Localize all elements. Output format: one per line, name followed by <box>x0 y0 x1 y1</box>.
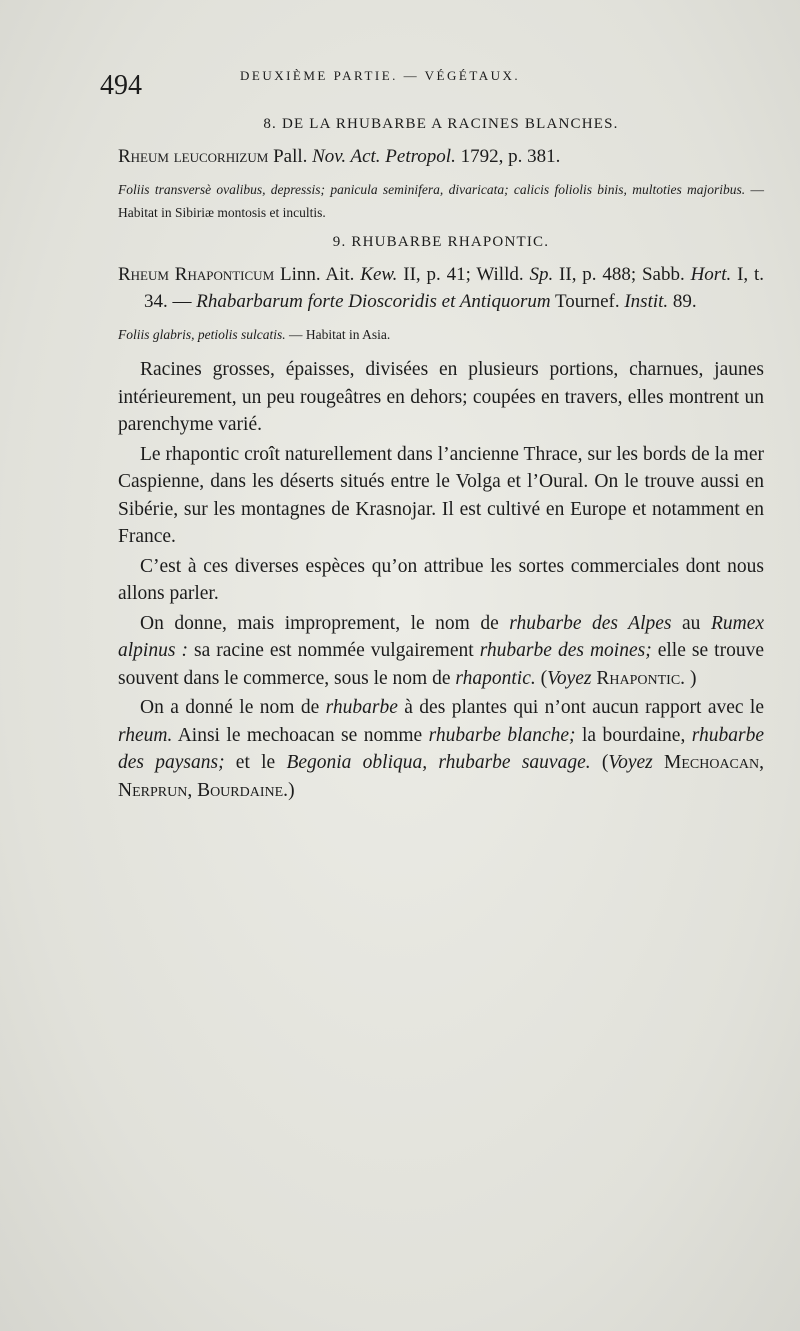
paragraph-5: On a donné le nom de rhubarbe à des plantes qui n’ont aucun rapport avec le rheum. Ainsi le mechoacan se nomme rhubarbe blanche; la bourdaine, rhubarbe des paysans; et le Begonia obliqua, rhubarbe sauvage. (Voyez Mechoacan, Nerprun, Bourdaine.) <box>118 697 765 801</box>
section-8-description: Foliis transversè ovalibus, depressis; panicula seminifera, divaricata; calicis foliolis binis, multoties majoribus. — Habitat in Sibiriæ montosis et incultis. <box>118 182 765 220</box>
page-content <box>118 112 764 806</box>
section-9-synonymy: Rheum Rhaponticum Linn. Ait. Kew. II, p. 41; Willd. Sp. II, p. 488; Sabb. Hort. I, t. 34. — Rhabarbarum forte Dioscoridis et Antiquorum Tournef. Instit. 89. <box>118 264 765 312</box>
paragraph-1: Racines grosses, épaisses, divisées en plusieurs portions, charnues, jaunes intérieurement, un peu rougeâtres en dehors; coupées en travers, elles montrent un parenchyme varié. <box>118 359 764 435</box>
section-8-heading: 8. DE LA RHUBARBE A RACINES BLANCHES. <box>263 116 619 132</box>
page-header <box>100 62 740 102</box>
paragraph-3: C’est à ces diverses espèces qu’on attribue les sortes commerciales dont nous allons parler. <box>118 555 764 604</box>
species-name: Rheum Rhaponticum <box>118 264 275 285</box>
page-number: 494 <box>100 70 142 101</box>
section-9-description: Foliis glabris, petiolis sulcatis. — Habitat in Asia. <box>118 327 391 342</box>
section-9-heading: 9. RHUBARBE RHAPONTIC. <box>332 234 550 250</box>
section-8-synonymy: Rheum leucorhizum Pall. Nov. Act. Petropol. 1792, p. 381. <box>118 146 561 167</box>
paragraph-2: Le rhapontic croît naturellement dans l’ancienne Thrace, sur les bords de la mer Caspienne, dans les déserts situés entre le Volga et l’Oural. On le trouve aussi en Sibérie, sur les montagnes de Krasnojar. Il est cultivé en Europe et notamment en France. <box>118 443 764 547</box>
species-name: Rheum leucorhizum <box>118 146 269 167</box>
paragraph-4: On donne, mais improprement, le nom de rhubarbe des Alpes au Rumex alpinus : sa racine est nommée vulgairement rhubarbe des moines; elle se trouve souvent dans le commerce, sous le nom de rhapontic. (Voyez Rhapontic. ) <box>118 612 765 689</box>
running-title: DEUXIÈME PARTIE. — VÉGÉTAUX. <box>240 68 521 83</box>
